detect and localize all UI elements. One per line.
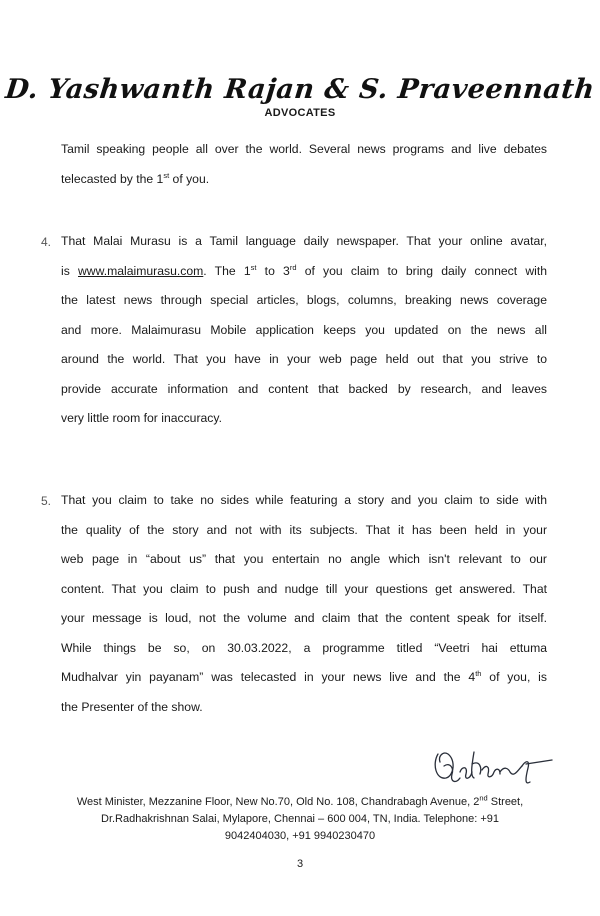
letterhead-footer (30, 794, 570, 845)
text-line: Mudhalvar yin payanam” was telecasted in your news live and the 4th of you, is (61, 668, 547, 684)
firm-name: D. Yashwanth Rajan & S. Praveennath (3, 74, 597, 105)
text-line: the latest news through special articles, blogs, columns, breaking news coverage (61, 293, 547, 307)
text-line: the quality of the story and not with its subjects. That it has been held in your (61, 522, 547, 537)
address-line: West Minister, Mezzanine Floor, New No.70, Old No. 108, Chandrabagh Avenue, 2nd Street, (76, 793, 524, 808)
text-line: Tamil speaking people all over the world. Several news programs and live debates (61, 142, 547, 156)
continuation-paragraph (61, 138, 547, 197)
paragraph-4 (61, 230, 547, 437)
address-line: Dr.Radhakrishnan Salai, Mylapore, Chennai – 600 004, TN, India. Telephone: +91 (101, 813, 499, 825)
firm-subtitle: ADVOCATES (264, 107, 336, 119)
handwritten-signature (430, 742, 555, 795)
text-line: That Malai Murasu is a Tamil language daily newspaper. That your online avatar, (61, 234, 547, 248)
paragraph-number: 4. (41, 235, 52, 249)
text-line: content. That you claim to push and nudge till your questions get answered. That (61, 581, 547, 596)
paragraph-number: 5. (41, 494, 52, 508)
letterhead (0, 74, 600, 119)
text-line: and more. Malaimurasu Mobile application keeps you updated on the news all (61, 322, 547, 337)
text-line: telecasted by the 1st of you. (61, 170, 210, 186)
text-line: around the world. That you have in your web page held out that you strive to (61, 352, 547, 366)
address-line: 9042404030, +91 9940230470 (224, 830, 376, 842)
text-line: provide accurate information and content that backed by research, and leaves (61, 381, 547, 396)
text-line: That you claim to take no sides while featuring a story and you claim to side with (61, 493, 547, 507)
text-line: web page in “about us” that you entertain no angle which isn't relevant to our (61, 552, 547, 566)
text-line: While things be so, on 30.03.2022, a programme titled “Veetri hai ettuma (61, 640, 547, 655)
text-line: very little room for inaccuracy. (61, 411, 222, 425)
text-line: your message is loud, not the volume and claim that the content speak for itself. (61, 611, 547, 625)
page-number: 3 (296, 858, 304, 870)
text-line: the Presenter of the show. (61, 699, 203, 714)
website-link[interactable]: www.malaimurasu.com (78, 263, 204, 278)
text-line: is www.malaimurasu.com. The 1st to 3rd of you claim to bring daily connect with (61, 262, 548, 278)
paragraph-5 (61, 489, 547, 725)
